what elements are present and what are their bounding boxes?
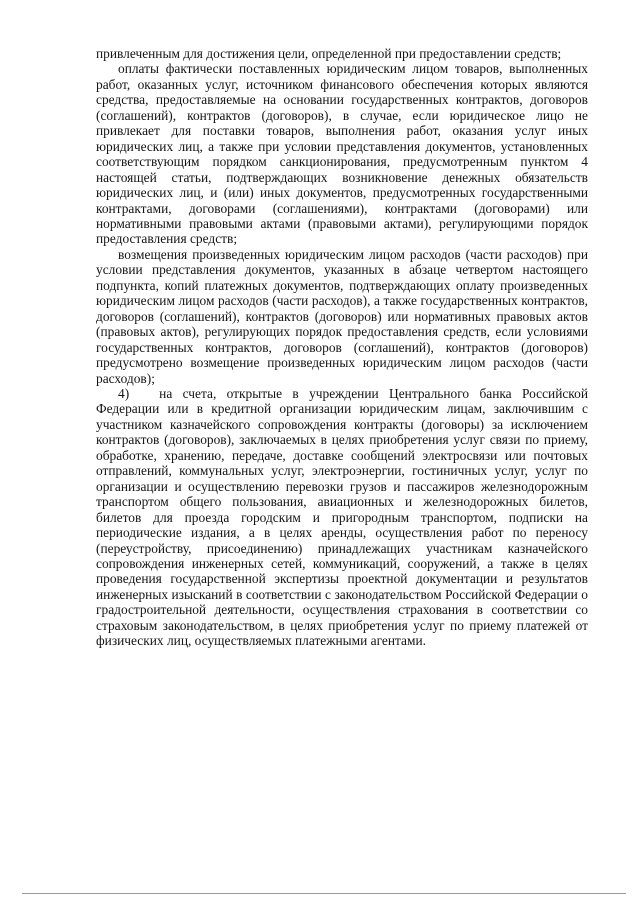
document-page bbox=[96, 46, 588, 649]
paragraph-text: на счета, открытые в учреждении Центрального банка Российской Федерации или в кредитной организации юридическим лицам, заключившим с участником казначейского сопровождения контракты (договоры) за исключением контрактов (договоров), заключаемых в целях приобретения услуг связи по приему, обработке, хранению, передаче, доставке сообщений электросвязи или почтовых отправлений, коммунальных услуг, электроэнергии, гостиничных услуг, услуг по организации и осуществлению перевозки грузов и пассажиров железнодорожным транспортом общего пользования, авиационных и железнодорожных билетов, билетов для проезда городским и пригородным транспортом, подписки на периодические издания, а в целях аренды, осуществления работ по переносу (переустройству, присоединению) принадлежащих участникам казначейского сопровождения инженерных сетей, коммуникаций, сооружений, а также в целях проведения государственной экспертизы проектной документации и результатов инженерных изысканий в соответствии с законодательством Российской Федерации о градостроительной деятельности, осуществления страхования в соответствии со страховым законодательством, в целях приобретения услуг по приему платежей от физических лиц, осуществляемых платежными агентами. bbox=[96, 385, 588, 649]
paragraph-text: привлеченным для достижения цели, определенной при предоставлении средств; bbox=[96, 46, 562, 61]
paragraph-expense-reimbursement bbox=[96, 247, 588, 386]
paragraph-text: оплаты фактически поставленных юридическим лицом товаров, выполненных работ, оказанных услуг, источником финансового обеспечения которых являются средства, предоставляемые на основании государственных контрактов, договоров (соглашений), контрактов (договоров), в случае, если юридическое лицо не привлекает для поставки товаров, выполнения работ, оказания услуг иных юридических лиц, а также при условии представления документов, установленных соответствующим порядком санкционирования, предусмотренным пунктом 4 настоящей статьи, подтверждающих возникновение денежных обязательств юридических лиц, и (или) иных документов, предусмотренных государственными контрактами, договорами (соглашениями), контрактами (договорами) или нормативными правовыми актами (правовыми актами), регулирующими порядок предоставления средств; bbox=[96, 61, 588, 247]
paragraph-payment-for-goods bbox=[96, 61, 588, 246]
item-number: 4) bbox=[118, 385, 130, 401]
paragraph-continuation bbox=[96, 46, 588, 61]
footer-divider bbox=[22, 893, 626, 894]
paragraph-text: возмещения произведенных юридическим лицом расходов (части расходов) при условии представления документов, указанных в абзаце четвертом настоящего подпункта, копий платежных документов, подтверждающих оплату произведенных юридическим лицом расходов (части расходов), а также государственных контрактов, договоров (соглашений), контрактов (договоров) или нормативных правовых актов (правовых актов), регулирующих порядок предоставления средств, если условиями государственных контрактов, договоров (соглашений), контрактов (договоров) предусмотрено возмещение произведенных юридическим лицом расходов (части расходов); bbox=[96, 246, 588, 386]
paragraph-item-4 bbox=[96, 386, 588, 649]
